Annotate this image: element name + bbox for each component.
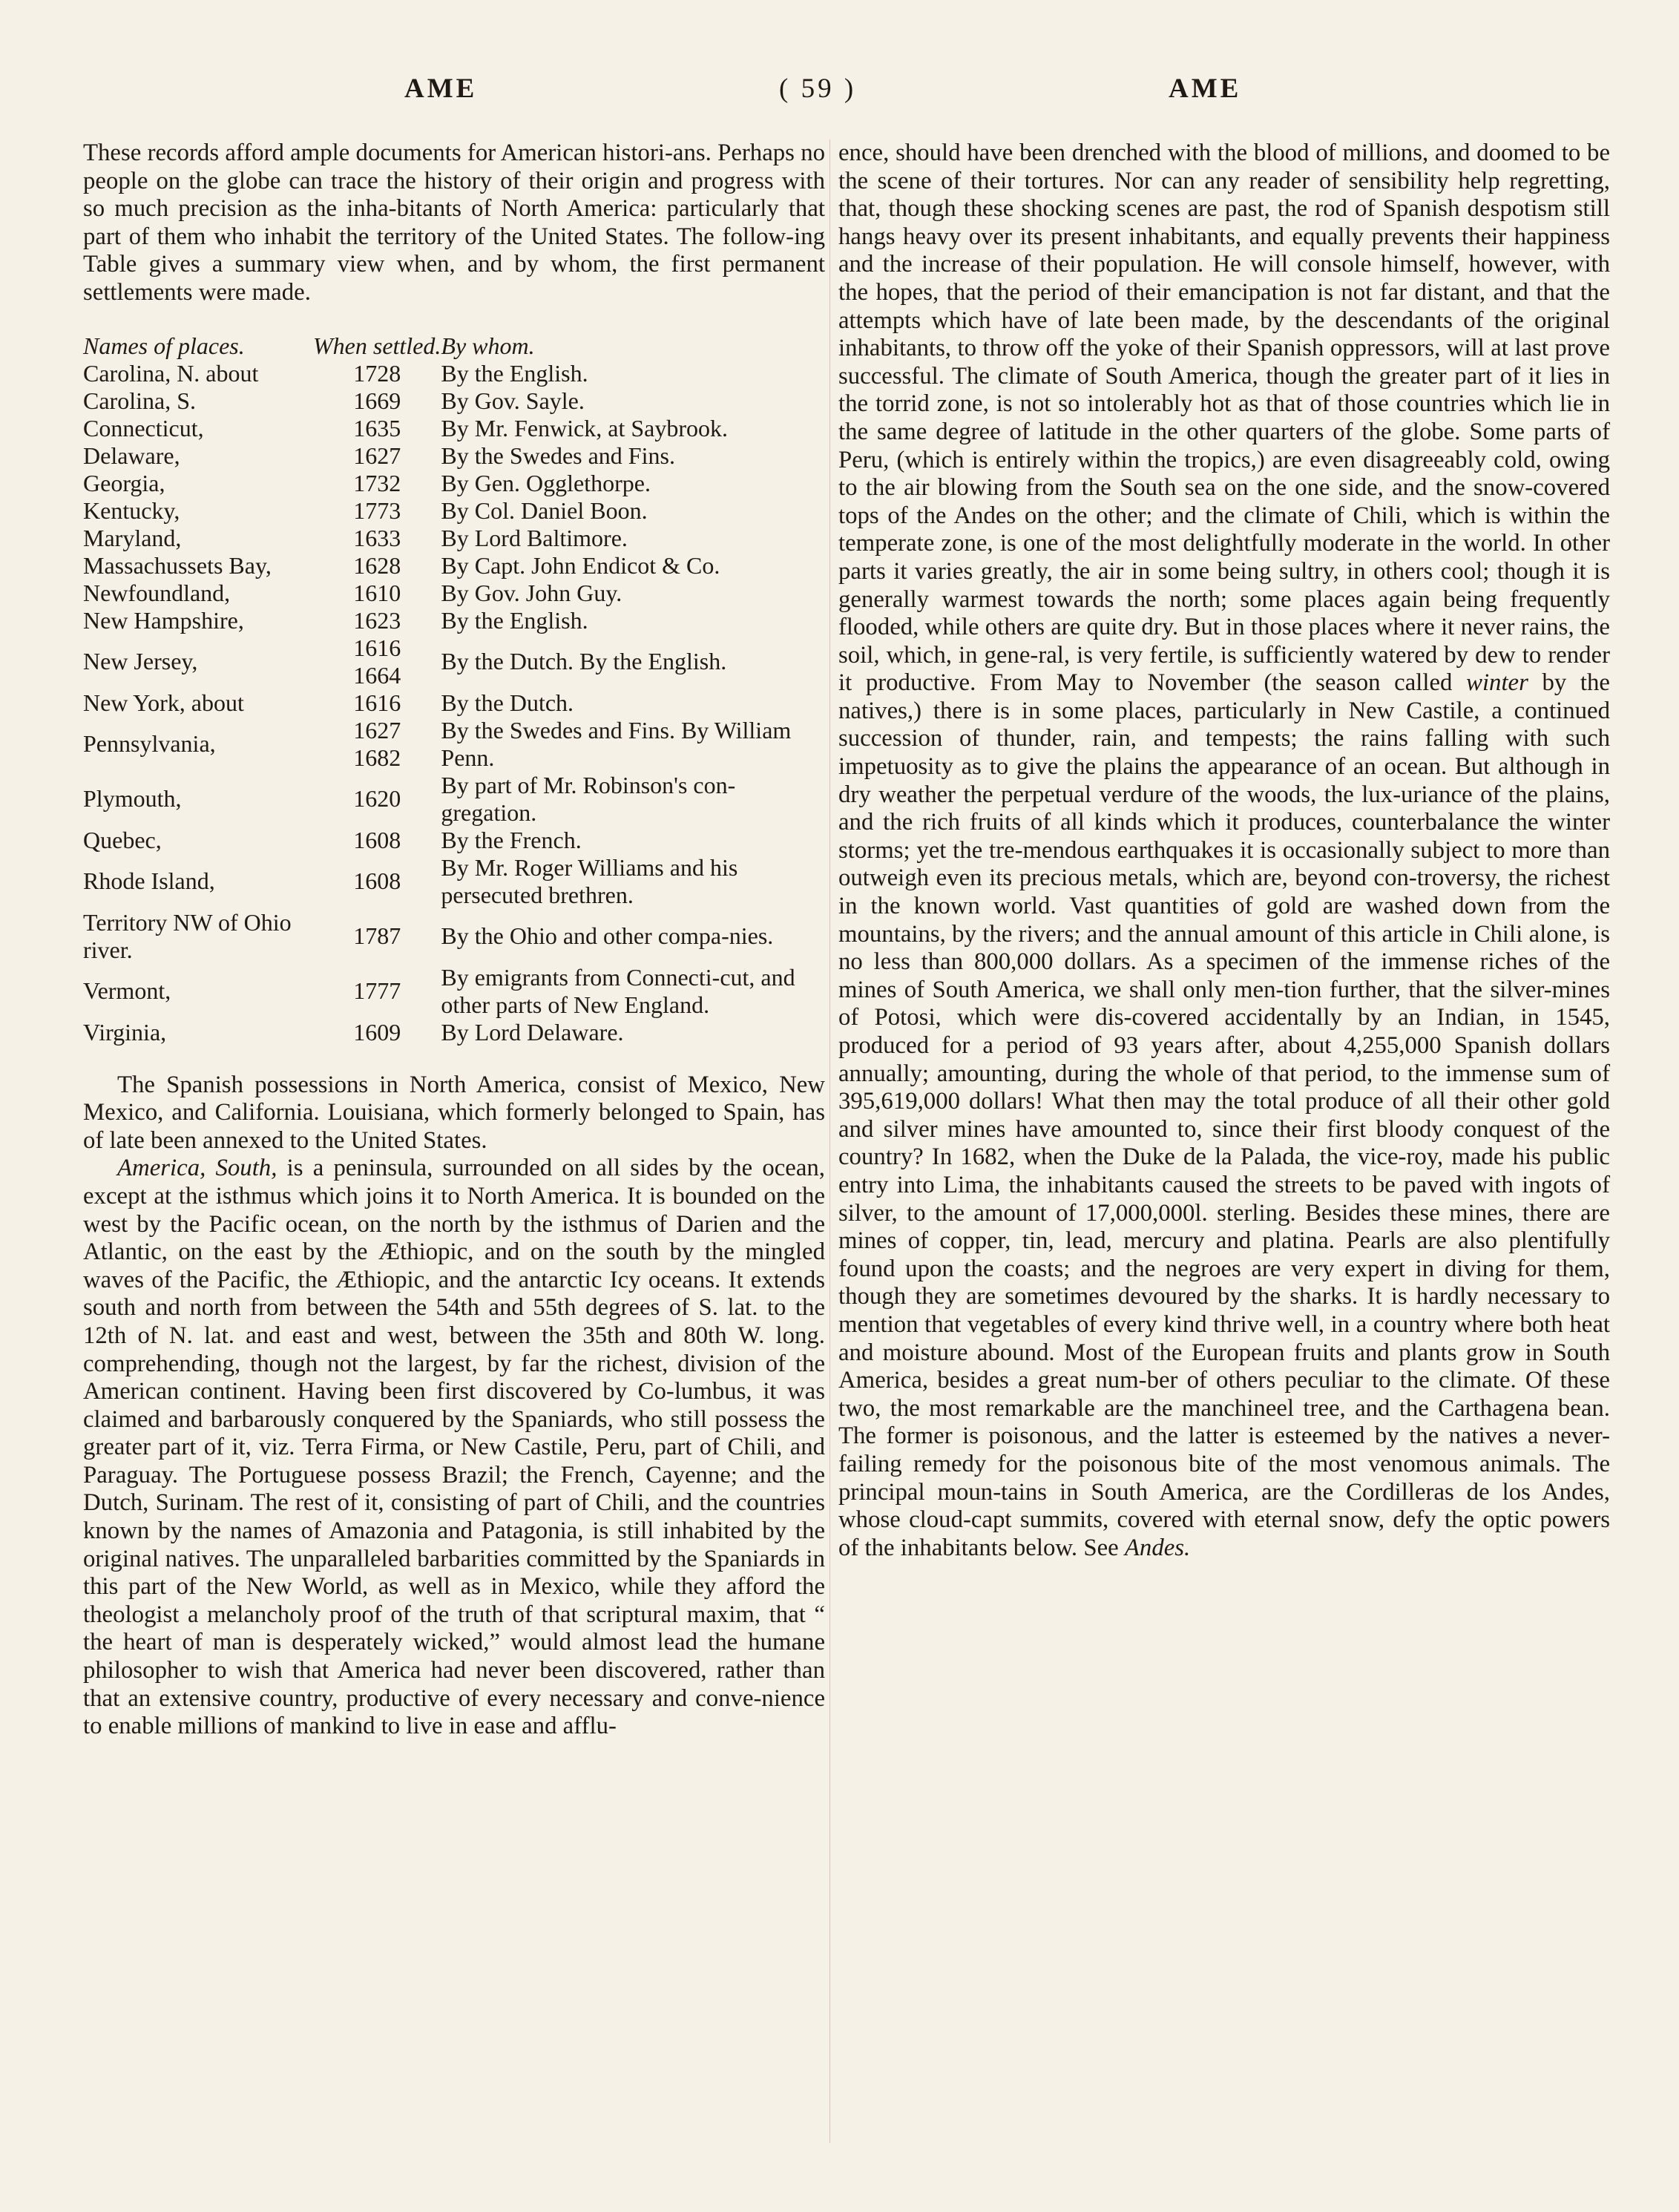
- year-cell: 1608: [353, 867, 401, 895]
- year-cell: 1728: [353, 359, 401, 387]
- by-cell: By Gov. John Guy.: [441, 579, 622, 606]
- left-column: [83, 140, 825, 1741]
- place-cell: New York, about: [83, 689, 244, 716]
- place-cell: Vermont,: [83, 977, 171, 1005]
- italic-winter: winter: [1466, 669, 1528, 697]
- intro-paragraph: These records afford ample documents for American histori-ans. Perhaps no people on the globe can trace the history of their origin and progress with so much precision as the inha-bitants of North America: particularly that part of them who inhabit the territory of the United States. The follow-ing Table gives a summary view when, and by whom, the first permanent settlements were made.: [83, 140, 825, 306]
- table-row: [83, 497, 825, 525]
- place-cell: Virginia,: [83, 1018, 167, 1046]
- by-cell: By the English.: [441, 359, 588, 387]
- by-cell: By the Swedes and Fins.: [441, 442, 675, 469]
- by-cell: By the English.: [441, 606, 588, 634]
- col-header-by: By whom.: [441, 332, 535, 359]
- by-cell: By the French.: [441, 826, 582, 853]
- by-cell: By the Ohio and other compa-nies.: [441, 922, 774, 950]
- by-cell: By the Swedes and Fins. By William Penn.: [441, 716, 792, 771]
- place-cell: Carolina, N. about: [83, 359, 259, 387]
- entry-term: America, South,: [117, 1155, 277, 1182]
- year-cell: 1609: [353, 1018, 401, 1046]
- place-cell: Territory NW of Ohio river.: [83, 908, 292, 963]
- year-cell: 1627: [353, 442, 401, 469]
- by-cell: By Lord Delaware.: [441, 1018, 624, 1046]
- by-cell: By the Dutch.: [441, 689, 574, 716]
- year-cell: [313, 634, 441, 689]
- table-header-row: [83, 332, 825, 360]
- settlements-table: [83, 332, 825, 1046]
- year-cell: 1777: [353, 977, 401, 1005]
- table-row: [83, 717, 825, 772]
- year-value: 1682: [353, 744, 401, 771]
- by-cell: By Gen. Ogglethorpe.: [441, 469, 651, 496]
- by-cell: By Mr. Roger Williams and his persecuted brethren.: [441, 853, 738, 908]
- place-cell: Kentucky,: [83, 496, 180, 524]
- table-row: [83, 470, 825, 497]
- place-cell: Quebec,: [83, 826, 162, 853]
- place-cell: Pennsylvania,: [83, 730, 216, 758]
- by-cell: By Mr. Fenwick, at Saybrook.: [441, 414, 729, 442]
- place-cell: Carolina, S.: [83, 387, 196, 414]
- by-cell: By emigrants from Connecti-cut, and other parts of New England.: [441, 963, 795, 1018]
- see-reference-link[interactable]: Andes.: [1124, 1534, 1191, 1561]
- header-right: AME: [1169, 73, 1242, 104]
- by-cell: By the Dutch. By the English.: [441, 648, 727, 675]
- south-america-text: is a peninsula, surrounded on all sides by the ocean, except at the isthmus which joins it to North America. It is bounded on the west by the Pacific ocean, on the north by the isthmus of Darien and the Atlantic, on the east by the Æthiopic, and on the south by the mingled waves of the Pacific, the Æthiopic, and the antarctic Icy oceans. It extends south and north from between the 54th and 55th degrees of S. lat. to the 12th of N. lat. and east and west, between the 35th and 80th W. long. comprehending, though not the largest, by far the richest, division of the American continent. Having been first discovered by Co-lumbus, it was claimed and barbarously conquered by the Spaniards, who still possess the greater part of it, viz. Terra Firma, or New Castile, Peru, part of Chili, and Paraguay. The Portuguese possess Brazil; the French, Cayenne; and the Dutch, Surinam. The rest of it, consisting of part of Chili, and the countries known by the names of Amazonia and Patagonia, is still inhabited by the original natives. The unparalleled barbarities committed by the Spaniards in this part of the New World, as well as in Mexico, while they afford the theologist a melancholy proof of the truth of that scriptural maxim, that “ the heart of man is desperately wicked,” would almost lead the humane philosopher to wish that America had never been discovered, rather than that an extensive country, productive of every necessary and conve-nience to enable millions of mankind to live in ease and afflu-: [83, 1155, 825, 1740]
- page-number: ( 59 ): [779, 73, 857, 104]
- table-row: [83, 387, 825, 415]
- text-part-a: ence, should have been drenched with the blood of millions, and doomed to be the scene of their tortures. Nor can any reader of sensibility help regretting, that, though these shocking scenes are past, the rod of Spanish despotism still hangs heavy over its present inhabitants, and equally prevents their happiness and the increase of their population. He will console himself, however, with the hopes, that the period of their emancipation is not far distant, and that the attempts which have of late been made, by the descendants of the original inhabitants, to throw off the yoke of their Spanish oppressors, will at last prove successful. The climate of South America, though the greater part of it lies in the torrid zone, is not so intolerably hot as that of those countries which lie in the same degree of latitude in the other quarters of the globe. Some parts of Peru, (which is entirely within the tropics,) are even disagreeably cold, owing to the air blowing from the South sea on the one side, and the snow-covered tops of the Andes on the other; and the climate of Chili, which is within the temperate zone, is one of the most delightfully moderate in the world. In other parts it varies greatly, the air in some being sultry, in others cool; though it is generally warmest towards the north; some places again being frequently flooded, while others are quite dry. But in those places where it never rains, the soil, which, in gene-ral, is very fertile, is sufficiently watered by dew to render it productive. From May to November (the season called: [838, 140, 1610, 697]
- place-cell: Newfoundland,: [83, 579, 231, 606]
- year-cell: 1669: [353, 387, 401, 414]
- table-row: [83, 1019, 825, 1046]
- by-cell: By Capt. John Endicot & Co.: [441, 551, 720, 579]
- place-cell: Plymouth,: [83, 785, 182, 813]
- year-cell: 1610: [353, 579, 401, 606]
- year-value: 1627: [353, 716, 401, 744]
- table-row: [83, 964, 825, 1019]
- table-row: [83, 415, 825, 442]
- place-cell: Connecticut,: [83, 414, 204, 442]
- right-column-text: [838, 140, 1610, 1562]
- by-cell: By part of Mr. Robinson's con-gregation.: [441, 771, 736, 826]
- place-cell: Rhode Island,: [83, 867, 215, 895]
- year-cell: 1628: [353, 551, 401, 579]
- year-cell: 1773: [353, 496, 401, 524]
- table-row: [83, 827, 825, 854]
- table-row: [83, 909, 825, 964]
- year-cell: 1620: [353, 785, 401, 813]
- table-row: [83, 525, 825, 552]
- year-cell: 1635: [353, 414, 401, 442]
- south-america-paragraph: [83, 1155, 825, 1740]
- header-left: AME: [404, 73, 478, 104]
- table-row: [83, 772, 825, 827]
- year-cell: 1732: [353, 469, 401, 496]
- year-value: 1664: [353, 661, 401, 689]
- table-row: [83, 552, 825, 580]
- year-cell: 1608: [353, 826, 401, 853]
- col-header-place: Names of places.: [83, 332, 245, 359]
- place-cell: Massachussets Bay,: [83, 551, 272, 579]
- place-cell: New Hampshire,: [83, 606, 244, 634]
- table-row: [83, 607, 825, 634]
- year-cell: 1616: [353, 689, 401, 716]
- place-cell: Maryland,: [83, 524, 182, 551]
- table-row: [83, 360, 825, 387]
- place-cell: Georgia,: [83, 469, 165, 496]
- by-cell: By Lord Baltimore.: [441, 524, 628, 551]
- right-column: [838, 140, 1610, 1562]
- year-cell: 1787: [353, 922, 401, 950]
- col-header-when: When settled.: [313, 332, 441, 359]
- running-header: [0, 73, 1679, 117]
- table-row: [83, 442, 825, 470]
- place-cell: New Jersey,: [83, 648, 198, 675]
- spanish-possessions-paragraph: The Spanish possessions in North America, consist of Mexico, New Mexico, and California. Louisiana, which formerly belonged to Spain, has of late been annexed to the United States.: [83, 1071, 825, 1154]
- table-row: [83, 854, 825, 909]
- year-value: 1616: [353, 634, 401, 661]
- table-row: [83, 580, 825, 607]
- table-row: [83, 634, 825, 689]
- by-cell: By Col. Daniel Boon.: [441, 496, 648, 524]
- text-part-b: by the natives,) there is in some places, particularly in New Castile, a continued succession of thunder, rain, and tempests; the rains falling with such impetuosity as to give the plains the appearance of an ocean. But although in dry weather the perpetual verdure of the woods, the lux-uriance of the plains, and the rich fruits of all kinds which it produces, counterbalance the winter storms; yet the tre-mendous earthquakes it is occasionally subject to more than outweigh even its precious metals, which are, beyond con-troversy, the richest in the known world. Vast quantities of gold are washed down from the mountains, by the rivers; and the annual amount of this article in Chili alone, is no less than 800,000 dollars. As a specimen of the immense riches of the mines of South America, we shall only men-tion further, that the silver-mines of Potosi, which were dis-covered accidentally by an Indian, in 1545, produced for a period of 93 years after, about 4,255,000 Spanish dollars annually; amounting, during the whole of that period, to the immense sum of 395,619,000 dollars! What then may the total produce of all their other gold and silver mines have amounted to, since their first bloody conquest of the country? In 1682, when the Duke de la Palada, the vice-roy, made his public entry into Lima, the inhabitants caused the streets to be paved with ingots of silver, to the amount of 17,000,000l. sterling. Besides these mines, there are mines of copper, tin, lead, mercury and platina. Pearls are also plentifully found upon the coasts; and the negroes are very expert in diving for them, though they are sometimes devoured by the sharks. It is hardly necessary to mention that vegetables of every kind thrive well, in a country where both heat and moisture abound. Most of the European fruits and plants grow in South America, besides a great num-ber of others peculiar to the climate. Of these two, the most remarkable are the manchineel tree, and the Carthagena bean. The former is poisonous, and the latter is esteemed by the natives a never-failing remedy for the poisonous bite of the most venomous animals. The principal moun-tains in South America, are the Cordilleras de los Andes, whose cloud-capt summits, covered with eternal snow, defy the optic powers of the inhabitants below. See: [838, 669, 1610, 1561]
- column-divider: [829, 140, 830, 2143]
- year-cell: 1633: [353, 524, 401, 551]
- year-cell: [313, 717, 441, 772]
- year-cell: 1623: [353, 606, 401, 634]
- table-row: [83, 689, 825, 717]
- by-cell: By Gov. Sayle.: [441, 387, 585, 414]
- place-cell: Delaware,: [83, 442, 180, 469]
